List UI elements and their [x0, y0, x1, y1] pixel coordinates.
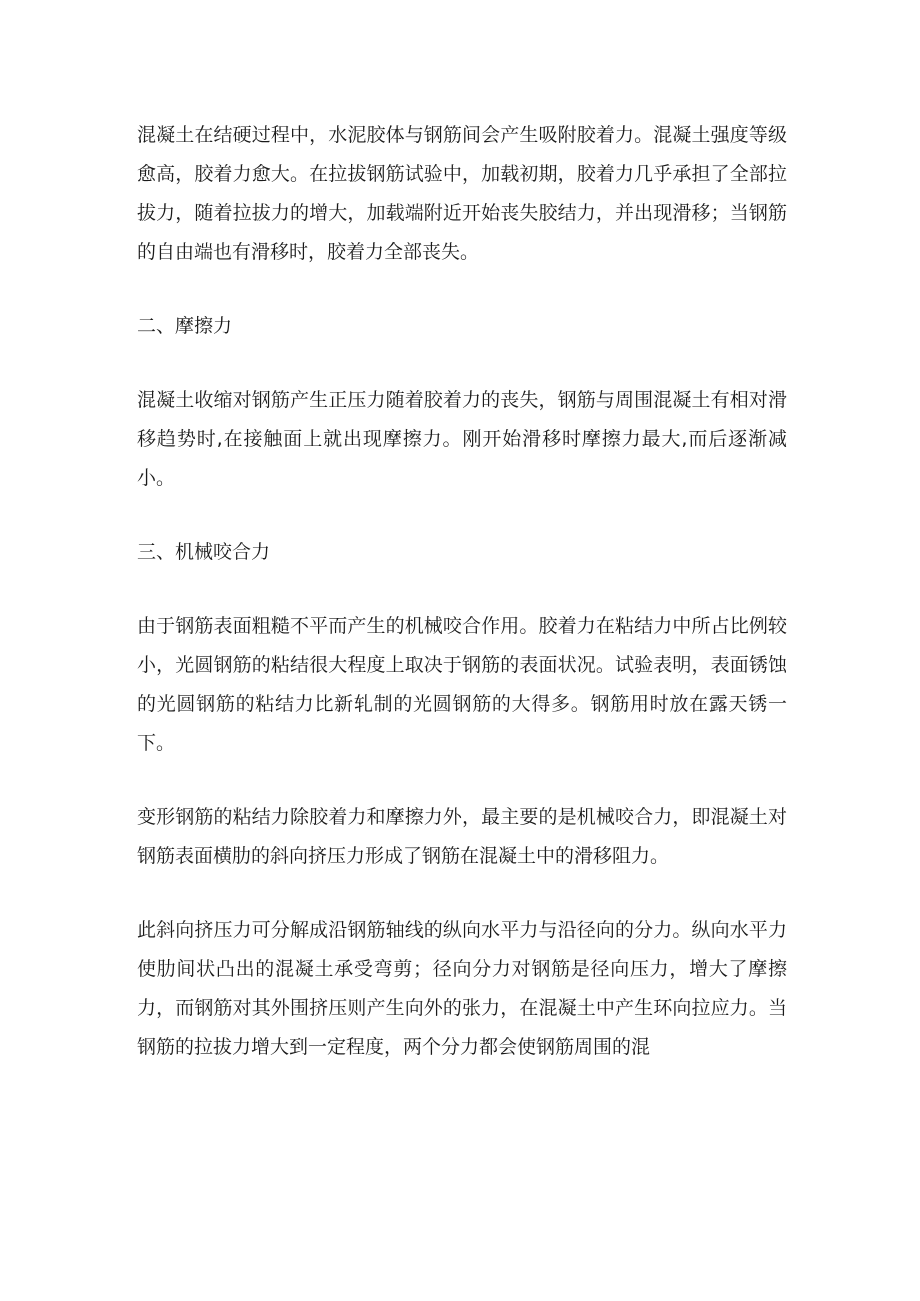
paragraph-adhesion: 混凝土在结硬过程中，水泥胶体与钢筋间会产生吸附胶着力。混凝土强度等级愈高，胶着力愈大。在拉拔钢筋试验中，加载初期，胶着力几乎承担了全部拉拔力，随着拉拔力的增大，加载端附近开始丧失胶结力，并出现滑移；当钢筋的自由端也有滑移时，胶着力全部丧失。	[137, 124, 787, 263]
section-heading-mechanical-interlock: 三、机械咬合力	[137, 541, 271, 563]
paragraph-mechanical-interlock: 由于钢筋表面粗糙不平而产生的机械咬合作用。胶着力在粘结力中所占比例较小，光圆钢筋的粘结很大程度上取决于钢筋的表面状况。试验表明，表面锈蚀的光圆钢筋的粘结力比新轧制的光圆钢筋的大得多。钢筋用时放在露天锈一下。	[137, 615, 787, 754]
paragraph-oblique-force: 此斜向挤压力可分解成沿钢筋轴线的纵向水平力与沿径向的分力。纵向水平力使肋间状凸出的混凝土承受弯剪；径向分力对钢筋是径向压力，增大了摩擦力，而钢筋对其外围挤压则产生向外的张力，在混凝土中产生环向拉应力。当钢筋的拉拔力增大到一定程度，两个分力都会使钢筋周围的混	[137, 919, 787, 1058]
paragraph-friction: 混凝土收缩对钢筋产生正压力随着胶着力的丧失，钢筋与周围混凝土有相对滑移趋势时,在接触面上就出现摩擦力。刚开始滑移时摩擦力最大,而后逐渐减小。	[137, 389, 787, 489]
section-heading-friction: 二、摩擦力	[137, 315, 233, 337]
document-page	[137, 116, 787, 1102]
paragraph-deformed-bar: 变形钢筋的粘结力除胶着力和摩擦力外，最主要的是机械咬合力，即混凝土对钢筋表面横肋的斜向挤压力形成了钢筋在混凝土中的滑移阻力。	[137, 806, 787, 867]
